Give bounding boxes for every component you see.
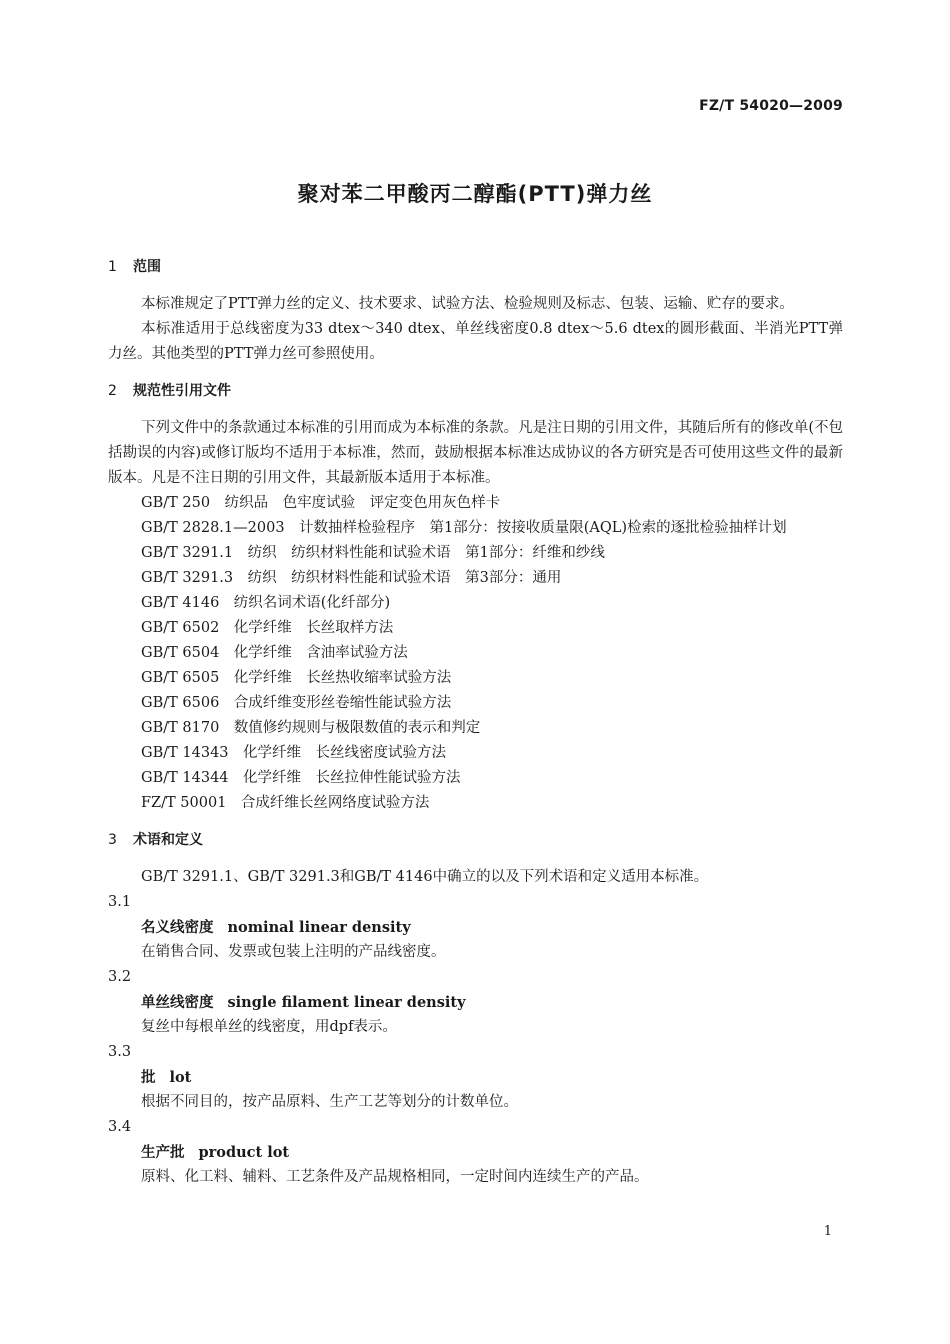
reference-item: GB/T 3291.1 纺织 纺织材料性能和试验术语 第1部分：纤维和纱线 — [141, 545, 605, 561]
term-cn: 生产批 — [141, 1145, 185, 1161]
term-number: 3.3 — [108, 1044, 132, 1060]
term-en: product lot — [198, 1144, 290, 1161]
reference-item: GB/T 8170 数值修约规则与极限数值的表示和判定 — [141, 720, 481, 736]
reference-item: GB/T 3291.3 纺织 纺织材料性能和试验术语 第3部分：通用 — [141, 570, 562, 586]
term-cn: 名义线密度 — [141, 920, 214, 936]
term-title — [108, 990, 843, 1015]
term-definition: 原料、化工料、辅料、工艺条件及产品规格相同，一定时间内连续生产的产品。 — [141, 1169, 649, 1185]
reference-item: GB/T 4146 纺织名词术语(化纤部分) — [141, 595, 391, 611]
reference-item: GB/T 6502 化学纤维 长丝取样方法 — [141, 620, 394, 636]
term-entry — [108, 890, 843, 965]
section-title: 范围 — [133, 259, 161, 275]
term-entry — [108, 1040, 843, 1115]
standard-code: FZ/T 54020—2009 — [699, 98, 843, 114]
reference-item: GB/T 250 纺织品 色牢度试验 评定变色用灰色样卡 — [141, 495, 501, 511]
term-en: single filament linear density — [227, 994, 466, 1011]
reference-item: GB/T 14343 化学纤维 长丝线密度试验方法 — [141, 745, 447, 761]
term-number: 3.4 — [108, 1119, 132, 1135]
section-number: 1 — [108, 259, 117, 275]
document-body — [108, 255, 843, 1190]
paragraph: 本标准适用于总线密度为33 dtex～340 dtex、单丝线密度0.8 dtex～5.6 dtex的圆形截面、半消光PTT弹力丝。其他类型的PTT弹力丝可参照使用。 — [108, 321, 843, 362]
document-title: 聚对苯二甲酸丙二醇酯(PTT)弹力丝 — [297, 182, 653, 206]
term-number: 3.1 — [108, 894, 132, 910]
term-definition: 在销售合同、发票或包装上注明的产品线密度。 — [141, 944, 446, 960]
paragraph: 下列文件中的条款通过本标准的引用而成为本标准的条款。凡是注日期的引用文件，其随后所有的修改单(不包括勘误的内容)或修订版均不适用于本标准，然而，鼓励根据本标准达成协议的各方研究是否可使用这些文件的最新版本。凡是不注日期的引用文件，其最新版本适用于本标准。 — [108, 420, 843, 486]
reference-item: GB/T 6506 合成纤维变形丝卷缩性能试验方法 — [141, 695, 452, 711]
term-title — [108, 1140, 843, 1165]
reference-item: GB/T 6504 化学纤维 含油率试验方法 — [141, 645, 408, 661]
term-en: lot — [169, 1069, 192, 1086]
reference-item: GB/T 2828.1—2003 计数抽样检验程序 第1部分：按接收质量限(AQL)检索的逐批检验抽样计划 — [141, 520, 787, 536]
section-3-heading — [108, 828, 843, 853]
term-en: nominal linear density — [227, 919, 411, 936]
term-title — [108, 915, 843, 940]
section-2-heading — [108, 379, 843, 404]
section-number: 2 — [108, 383, 117, 399]
section-title: 术语和定义 — [133, 832, 203, 848]
term-entry — [108, 1115, 843, 1190]
section-number: 3 — [108, 832, 117, 848]
term-number: 3.2 — [108, 969, 132, 985]
reference-item: GB/T 6505 化学纤维 长丝热收缩率试验方法 — [141, 670, 452, 686]
term-definition: 根据不同目的，按产品原料、生产工艺等划分的计数单位。 — [141, 1094, 518, 1110]
paragraph: 本标准规定了PTT弹力丝的定义、技术要求、试验方法、检验规则及标志、包装、运输、贮存的要求。 — [141, 296, 794, 312]
reference-item: FZ/T 50001 合成纤维长丝网络度试验方法 — [141, 795, 430, 811]
term-cn: 单丝线密度 — [141, 995, 214, 1011]
section-title: 规范性引用文件 — [133, 383, 231, 399]
term-entry — [108, 965, 843, 1040]
paragraph: GB/T 3291.1、GB/T 3291.3和GB/T 4146中确立的以及下列术语和定义适用本标准。 — [141, 869, 709, 885]
page-number: 1 — [823, 1224, 832, 1239]
term-cn: 批 — [141, 1070, 156, 1086]
reference-item: GB/T 14344 化学纤维 长丝拉伸性能试验方法 — [141, 770, 461, 786]
section-1-heading — [108, 255, 843, 280]
term-definition: 复丝中每根单丝的线密度，用dpf表示。 — [141, 1019, 397, 1035]
term-title — [108, 1065, 843, 1090]
